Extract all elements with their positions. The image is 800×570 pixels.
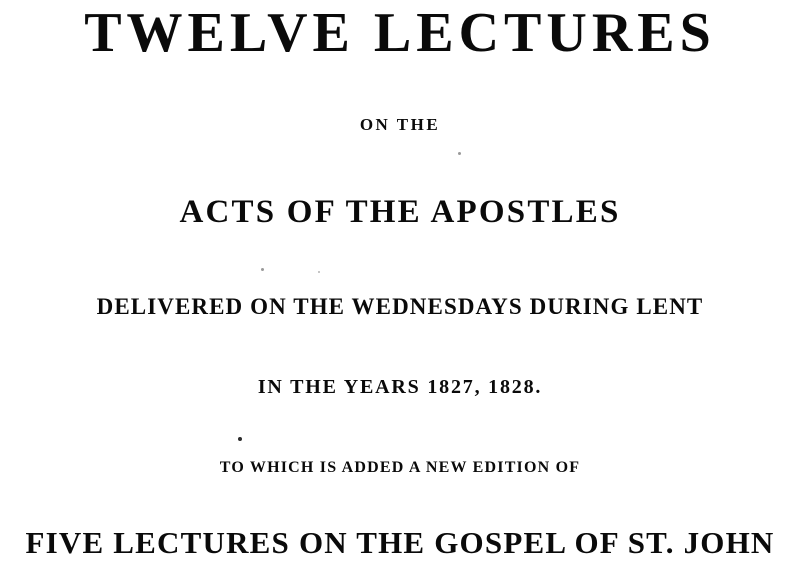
addition-note: TO WHICH IS ADDED A NEW EDITION OF <box>219 459 581 476</box>
scan-speck-icon <box>458 152 461 155</box>
years-note: IN THE YEARS 1827, 1828. <box>257 376 543 398</box>
secondary-title: FIVE LECTURES ON THE GOSPEL OF ST. JOHN <box>25 525 775 560</box>
scan-speck-icon <box>318 271 320 273</box>
scan-speck-icon <box>261 268 264 271</box>
subject-title: ACTS OF THE APOSTLES <box>179 194 621 230</box>
delivery-note: DELIVERED ON THE WEDNESDAYS DURING LENT <box>96 294 704 319</box>
scan-speck-icon <box>238 437 242 441</box>
subtitle-on-the: ON THE <box>359 115 441 134</box>
page-title: TWELVE LECTURES <box>84 2 716 64</box>
